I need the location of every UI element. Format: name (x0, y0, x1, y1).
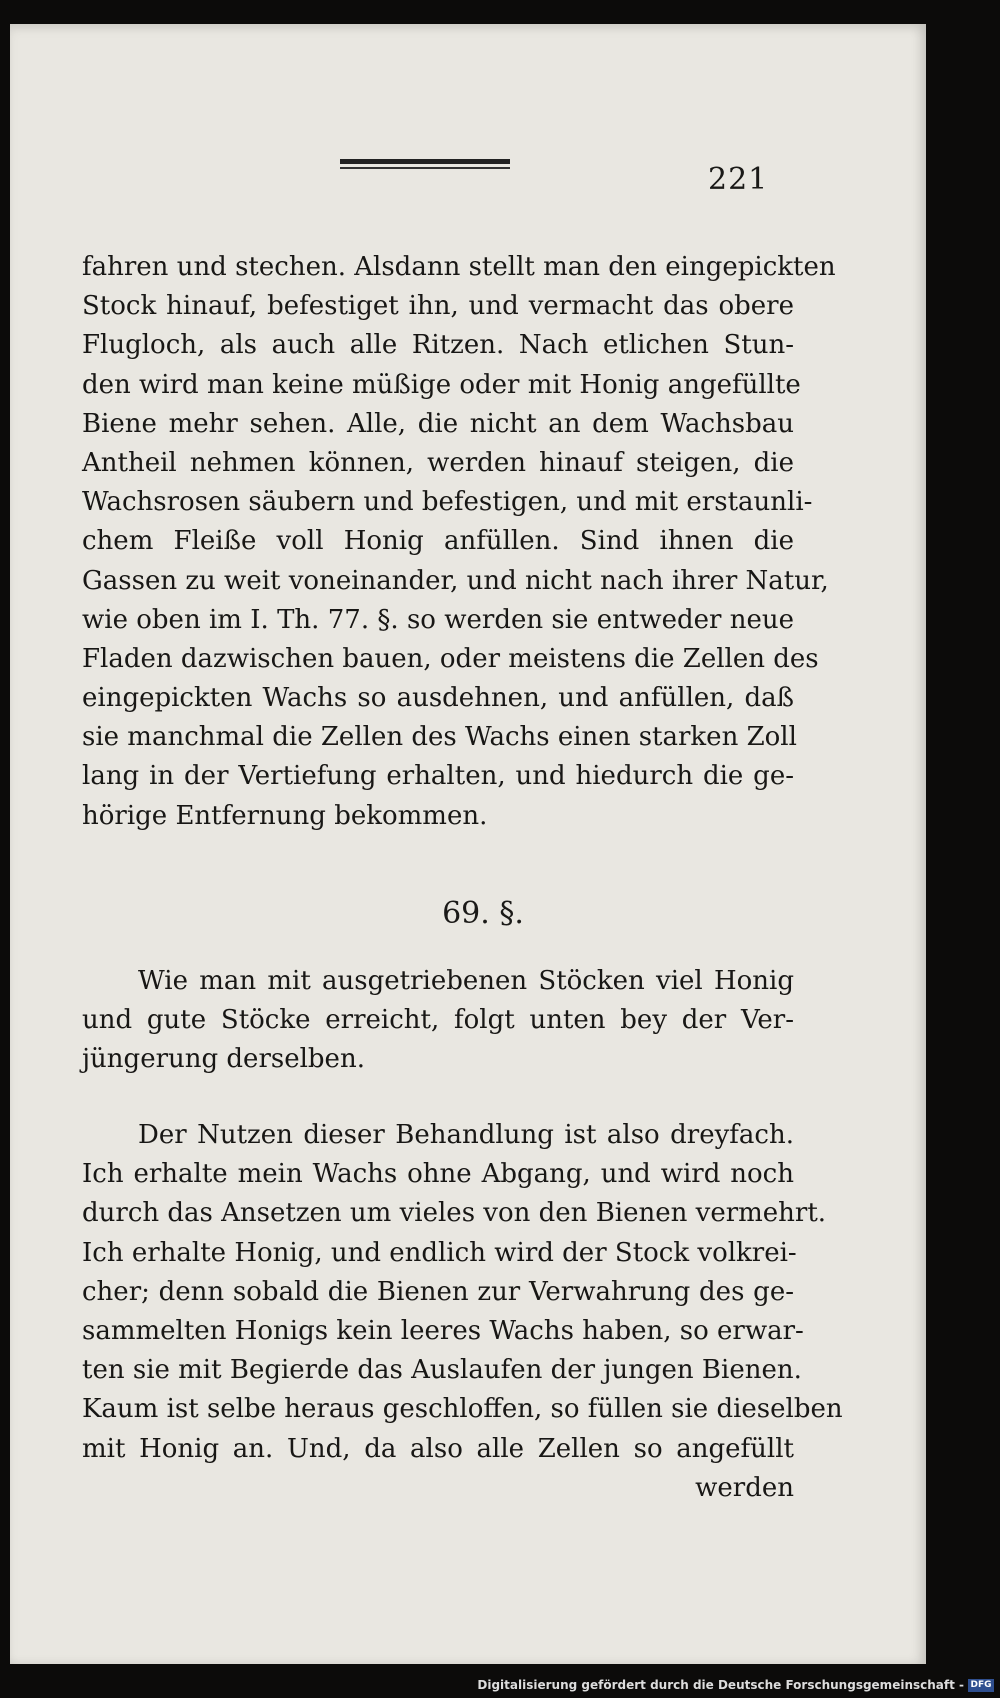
text-line: Stock hinauf, befestiget ihn, und vermacht das obere (82, 291, 794, 322)
text-line: lang in der Vertiefung erhalten, und hiedurch die ge- (82, 761, 794, 792)
text-line: Kaum ist selbe heraus geschloffen, so füllen sie dieselben (82, 1394, 843, 1425)
footer-bar (0, 1668, 1000, 1698)
text-line: Wachsrosen säubern und befestigen, und mit erstaunli- (82, 487, 813, 518)
text-line: mit Honig an. Und, da also alle Zellen so angefüllt (82, 1433, 794, 1464)
text-line: sammelten Honigs kein leeres Wachs haben, so erwar- (82, 1315, 804, 1346)
paragraph (82, 1116, 843, 1508)
page-number: 221 (708, 162, 769, 197)
header-rule-thick (340, 159, 510, 164)
text-line: Ich erhalte mein Wachs ohne Abgang, und wird noch (82, 1159, 794, 1190)
text-line: wie oben im I. Th. 77. §. so werden sie entweder neue (82, 604, 794, 635)
text-line: Flugloch, als auch alle Ritzen. Nach etlichen Stun- (82, 330, 794, 361)
book-page (10, 24, 926, 1664)
text-line: den wird man keine müßige oder mit Honig angefüllte (82, 369, 801, 400)
text-line: Fladen dazwischen bauen, oder meistens die Zellen des (82, 643, 819, 674)
text-line: und gute Stöcke erreicht, folgt unten bey der Ver- (82, 1005, 794, 1036)
text-line: Der Nutzen dieser Behandlung ist also dreyfach. (138, 1120, 794, 1150)
text-line: jüngerung derselben. (82, 1044, 365, 1075)
paragraph-continuation (82, 248, 836, 836)
text-line: cher; denn sobald die Bienen zur Verwahrung des ge- (82, 1276, 794, 1307)
header-rule-thin (340, 167, 510, 169)
text-line: Wie man mit ausgetriebenen Stöcken viel Honig (138, 966, 794, 996)
text-line: durch das Ansetzen um vieles von den Bienen vermehrt. (82, 1198, 827, 1229)
text-line: Antheil nehmen können, werden hinauf steigen, die (82, 447, 794, 478)
text-line: sie manchmal die Zellen des Wachs einen starken Zoll (82, 722, 797, 753)
dfg-logo-icon: DFG (968, 1679, 994, 1692)
text-line: hörige Entfernung bekommen. (82, 800, 488, 831)
text-line: eingepickten Wachs so ausdehnen, und anfüllen, daß (82, 683, 794, 714)
text-line: Gassen zu weit voneinander, und nicht nach ihrer Natur, (82, 565, 829, 596)
header-rule (340, 156, 510, 170)
paragraph (82, 962, 794, 1080)
text-line: ten sie mit Begierde das Auslaufen der jungen Bienen. (82, 1355, 802, 1386)
digitization-credit: Digitalisierung gefördert durch die Deutsche Forschungsgemeinschaft - (477, 1678, 964, 1692)
catchword: werden (695, 1472, 794, 1503)
text-line: Biene mehr sehen. Alle, die nicht an dem Wachsbau (82, 408, 794, 439)
text-line: fahren und stechen. Alsdann stellt man den eingepickten (82, 252, 836, 282)
section-heading: 69. §. (442, 896, 524, 931)
text-line: Ich erhalte Honig, und endlich wird der Stock volkrei- (82, 1237, 797, 1268)
text-line: chem Fleiße voll Honig anfüllen. Sind ihnen die (82, 526, 794, 557)
